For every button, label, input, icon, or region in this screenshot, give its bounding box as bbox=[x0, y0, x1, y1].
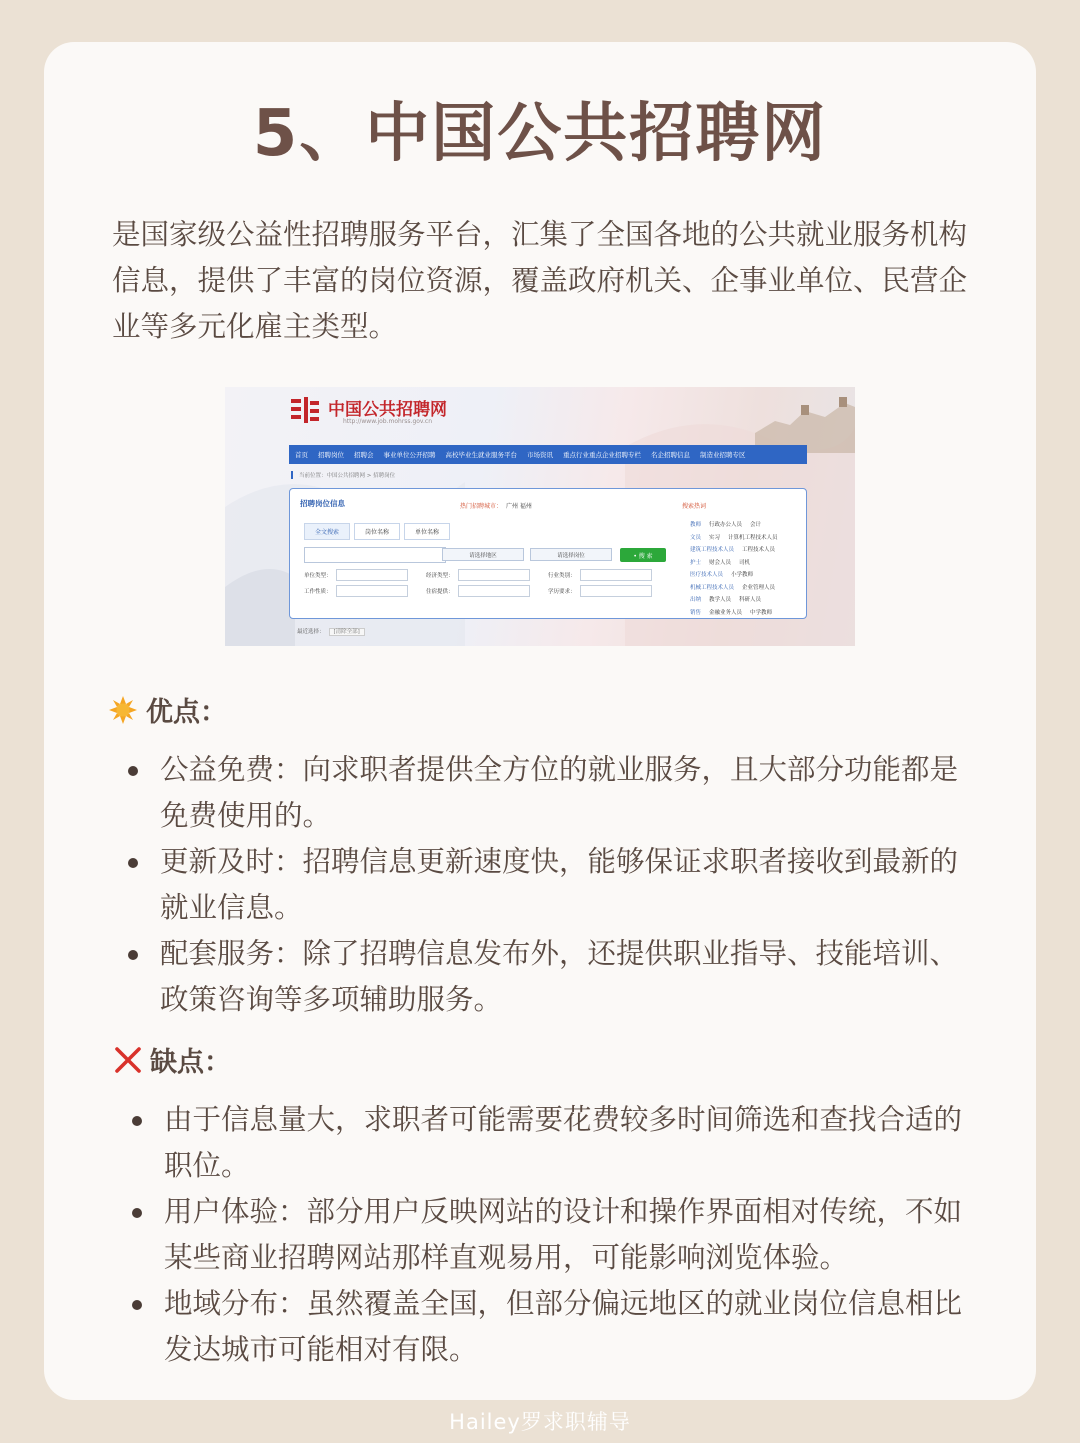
filter-label: 经济类型： bbox=[426, 573, 454, 579]
pros-heading: 优点： bbox=[108, 690, 227, 729]
list-item: 由于信息量大，求职者可能需要花费较多时间筛选和查找合适的职位。 bbox=[134, 1097, 964, 1189]
list-item: 地域分布：虽然覆盖全国，但部分偏远地区的就业岗位信息相比发达城市可能相对有限。 bbox=[134, 1281, 964, 1373]
search-tabs bbox=[304, 523, 450, 540]
nav-item: 招聘会 bbox=[354, 451, 374, 459]
hot-words-row: 护士 财会人员 司机 bbox=[690, 559, 751, 566]
nav-item: 名企招聘信息 bbox=[651, 451, 690, 459]
hot-words-list bbox=[690, 519, 808, 619]
page-title: 5、中国公共招聘网 bbox=[252, 97, 828, 171]
nav-item: 高校毕业生就业服务平台 bbox=[445, 451, 517, 459]
hot-words-row: 出纳 教学人员 科研人员 bbox=[690, 597, 762, 603]
filter-input bbox=[458, 569, 530, 581]
hot-words-row: 医疗技术人员 小学教师 bbox=[690, 572, 754, 578]
list-item: 公益免费：向求职者提供全方位的就业服务，且大部分功能都是免费使用的。 bbox=[130, 747, 960, 839]
filter-label: 住宿提供： bbox=[426, 589, 454, 595]
filter-label: 工作性质： bbox=[304, 589, 332, 595]
breadcrumb: 当前位置：中国公共招聘网 > 招聘岗位 bbox=[291, 471, 395, 479]
filter-label: 行业类别： bbox=[548, 573, 576, 579]
hot-cities: 热门招聘城市： 广州 福州 bbox=[460, 503, 532, 510]
nav-item: 市场资讯 bbox=[527, 451, 553, 459]
tab-job-name: 岗位名称 bbox=[354, 523, 400, 540]
website-screenshot bbox=[225, 387, 855, 646]
list-item: 用户体验：部分用户反映网站的设计和操作界面相对传统，不如某些商业招聘网站那样直观易用，可能影响浏览体验。 bbox=[134, 1189, 964, 1281]
cons-list bbox=[134, 1097, 964, 1373]
hot-words-row: 销售 金融业务人员 中学教师 bbox=[690, 609, 773, 616]
nav-item: 重点行业重点企业招聘专栏 bbox=[563, 451, 641, 459]
filter-input bbox=[458, 585, 530, 597]
nav-item: 首页 bbox=[295, 451, 308, 459]
cons-heading: 缺点： bbox=[114, 1040, 231, 1079]
footer-watermark: Hailey罗求职辅导 bbox=[449, 1410, 631, 1434]
hot-words-row: 机械工程技术人员 企业管理人员 bbox=[690, 584, 776, 591]
cross-icon bbox=[114, 1046, 142, 1074]
hot-words-row: 教师 行政办公人员 会计 bbox=[690, 522, 762, 528]
tab-company-name: 单位名称 bbox=[404, 523, 450, 540]
panel-title: 招聘岗位信息 bbox=[300, 499, 345, 508]
site-logo-text: 中国公共招聘网 bbox=[328, 400, 447, 420]
search-panel bbox=[289, 488, 807, 619]
hot-words-row: 建筑工程技术人员 工程技术人员 bbox=[690, 547, 776, 553]
intro-paragraph: 是国家级公益性招聘服务平台，汇集了全国各地的公共就业服务机构信息，提供了丰富的岗位资源，覆盖政府机关、企事业单位、民营企业等多元化雇主类型。 bbox=[112, 218, 968, 343]
region-select: 请选择地区 bbox=[442, 548, 524, 561]
filter-input bbox=[336, 569, 408, 581]
filter-input bbox=[336, 585, 408, 597]
filter-label: 单位类型： bbox=[304, 573, 332, 579]
filter-input bbox=[580, 585, 652, 597]
tab-fulltext: 全文搜索 bbox=[304, 523, 350, 540]
nav-item: 招聘岗位 bbox=[318, 451, 344, 459]
nav-item: 事业单位公开招聘 bbox=[383, 451, 436, 459]
site-nav bbox=[289, 445, 807, 464]
list-item: 更新及时：招聘信息更新速度快，能够保证求职者接收到最新的就业信息。 bbox=[130, 839, 960, 931]
job-select: 请选择岗位 bbox=[530, 548, 612, 561]
sun-icon bbox=[108, 695, 138, 725]
search-button: • 搜 索 bbox=[620, 548, 666, 562]
site-url: http://www.job.mohrss.gov.cn bbox=[343, 418, 433, 425]
filter-label: 学历要求： bbox=[548, 589, 576, 595]
hot-search-label: 搜索热词 bbox=[682, 503, 707, 510]
recent-selection: 最近选择： [清除全部] bbox=[297, 627, 365, 635]
search-input bbox=[304, 547, 446, 563]
great-wall-image bbox=[735, 393, 855, 453]
pros-list bbox=[130, 747, 960, 1023]
nav-item: 制造业招聘专区 bbox=[700, 451, 746, 459]
hot-words-row: 文员 实习 计算机工程技术人员 bbox=[690, 534, 778, 541]
filter-input bbox=[580, 569, 652, 581]
list-item: 配套服务：除了招聘信息发布外，还提供职业指导、技能培训、政策咨询等多项辅助服务。 bbox=[130, 931, 960, 1023]
logo-icon bbox=[291, 397, 319, 423]
